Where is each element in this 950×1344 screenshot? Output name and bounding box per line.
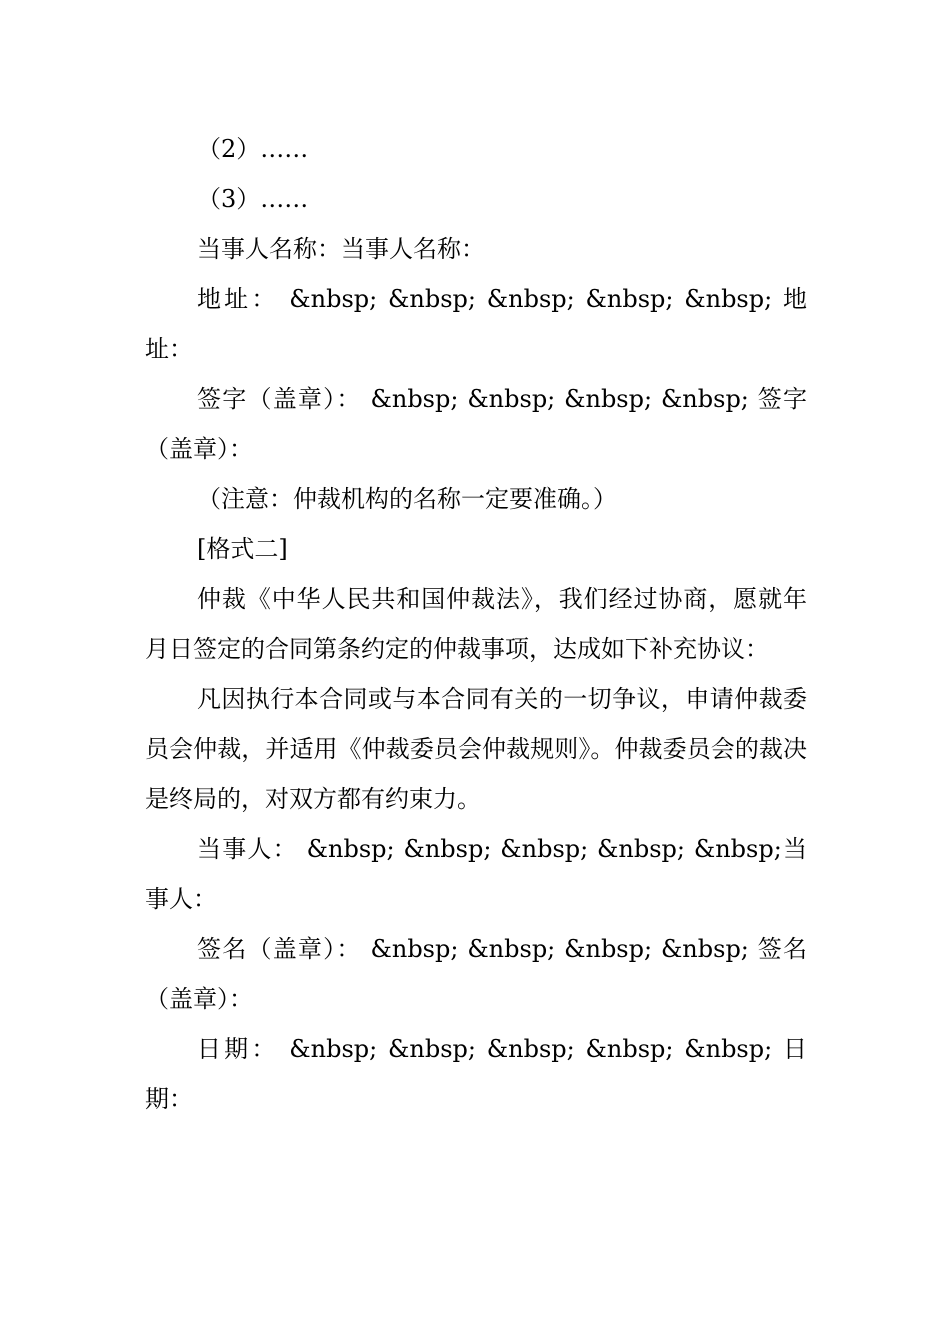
signature-line: 签名（盖章）： &nbsp; &nbsp; &nbsp; &nbsp; 签名（盖章）： [145, 935, 807, 1013]
date-line: 日期： &nbsp; &nbsp; &nbsp; &nbsp; &nbsp; 日期： [145, 1035, 807, 1113]
agreement-intro-paragraph: 仲裁《中华人民共和国仲裁法》，我们经过协商，愿就年月日签定的合同第条约定的仲裁事项，达成如下补充协议： [145, 585, 807, 663]
party-names-line: 当事人名称：当事人名称： [197, 235, 485, 263]
format-two-heading: [格式二] [197, 535, 288, 563]
list-item-2: （2）…… [197, 135, 309, 163]
document-body [145, 124, 807, 1124]
list-item-3: （3）…… [197, 185, 309, 213]
arbitration-clause-paragraph: 凡因执行本合同或与本合同有关的一切争议，申请仲裁委员会仲裁，并适用《仲裁委员会仲裁规则》。仲裁委员会的裁决是终局的，对双方都有约束力。 [145, 685, 807, 813]
parties-line: 当事人： &nbsp; &nbsp; &nbsp; &nbsp; &nbsp;当事人： [145, 835, 807, 913]
note-paragraph: （注意：仲裁机构的名称一定要准确。） [197, 485, 617, 513]
signature-seal-line: 签字（盖章）： &nbsp; &nbsp; &nbsp; &nbsp; 签字（盖章）： [145, 385, 807, 463]
address-line: 地址： &nbsp; &nbsp; &nbsp; &nbsp; &nbsp; 地址： [145, 285, 807, 363]
